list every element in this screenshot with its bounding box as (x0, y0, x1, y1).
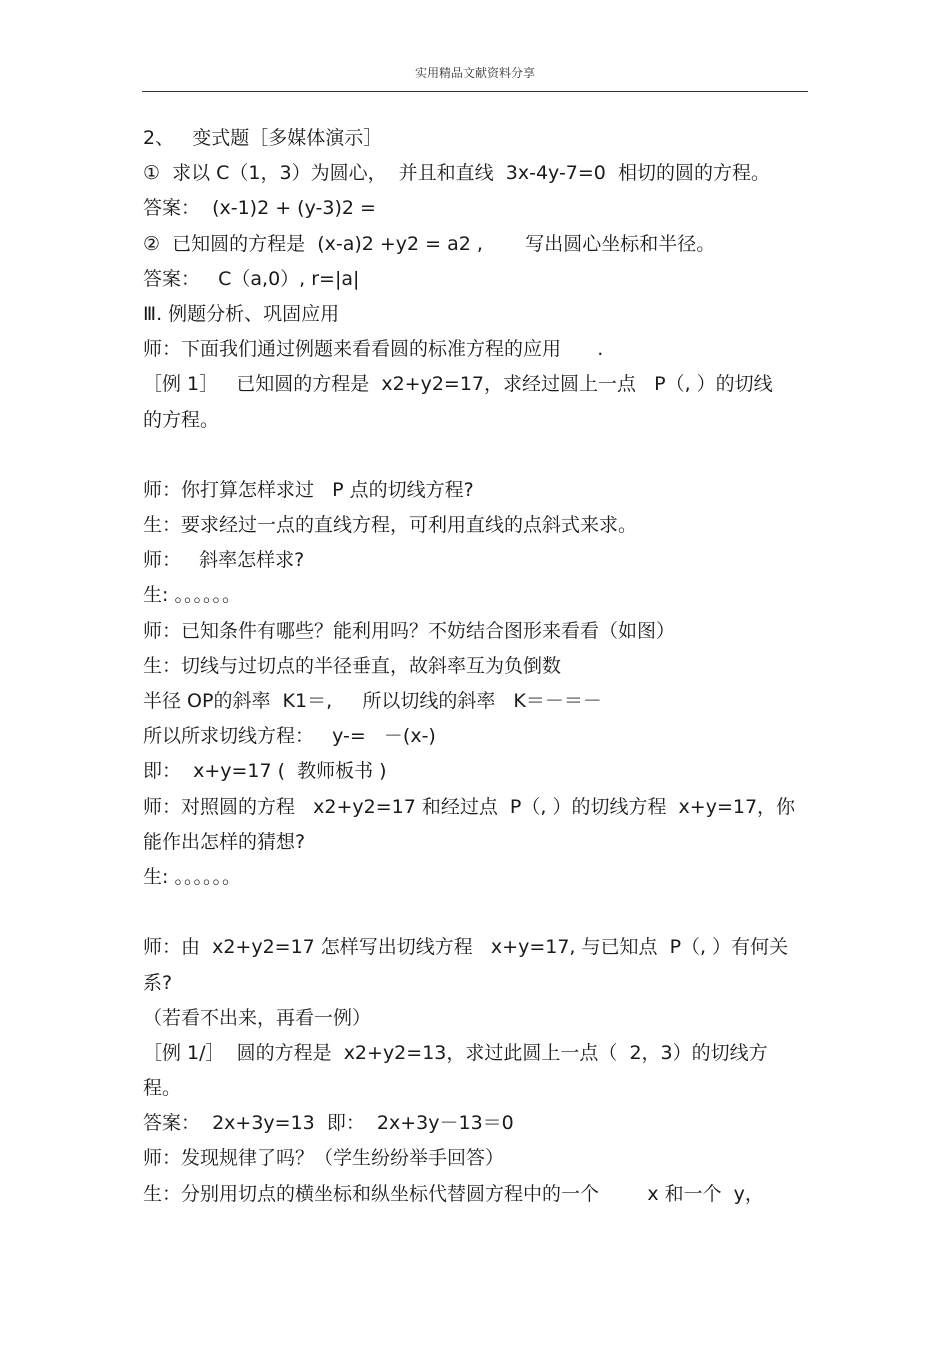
text-line: 系? (143, 971, 173, 994)
text-line: ① 求以 C（1，3）为圆心， 并且和直线 3x-4y-7=0 相切的圆的方程。 (143, 162, 770, 185)
text-line: 生：切线与过切点的半径垂直，故斜率互为负倒数 (143, 654, 562, 677)
text-line: 生：分别用切点的横坐标和纵坐标代替圆方程中的一个 x 和一个 y， (143, 1182, 764, 1205)
text-line: ［例 1/］ 圆的方程是 x2+y2=13，求过此圆上一点（ 2，3）的切线方 (143, 1041, 768, 1064)
text-line: 的方程。 (143, 408, 220, 431)
blank-line (143, 438, 808, 473)
text-line: 师：发现规律了吗？（学生纷纷举手回答） (143, 1147, 505, 1170)
text-line: 答案： (x-1)2 + (y-3)2 = (143, 197, 376, 220)
header-divider (142, 91, 808, 92)
page-header-title: 实用精品文献资料分享 (414, 66, 535, 80)
text-line: 所以所求切线方程： y-= －(x-) (143, 725, 436, 748)
text-line: 即： x+y=17 ( 教师板书 ) (143, 760, 387, 783)
text-line: 2、 变式题［多媒体演示］ (143, 127, 383, 149)
text-line: 能作出怎样的猜想? (143, 830, 306, 853)
text-line: 半径 OP的斜率 K1＝, 所以切线的斜率 K＝－＝－ (143, 690, 602, 712)
text-line: 答案： 2x+3y=13 即： 2x+3y－13＝0 (143, 1112, 514, 1135)
text-line: 生: 。。。。。。 (143, 584, 241, 607)
text-line: 生：要求经过一点的直线方程，可利用直线的点斜式来求。 (143, 514, 638, 537)
text-line: 师：下面我们通过例题来看看圆的标准方程的应用 . (143, 338, 604, 361)
text-line: 师：对照圆的方程 x2+y2=17 和经过点 P（, ）的切线方程 x+y=17，你 (143, 795, 796, 818)
text-line: （若看不出来，再看一例） (143, 1006, 372, 1029)
document-body (143, 121, 808, 1212)
text-line: 答案： C（a,0）, r=|a| (143, 267, 360, 290)
text-line: ② 已知圆的方程是 (x-a)2 +y2 = a2 , 写出圆心坐标和半径。 (143, 232, 716, 255)
text-line: Ⅲ. 例题分析、巩固应用 (143, 302, 340, 325)
text-line: 师：你打算怎样求过 P 点的切线方程? (143, 478, 474, 501)
text-line: 师：由 x2+y2=17 怎样写出切线方程 x+y=17, 与已知点 P（, ）有何关 (143, 936, 789, 959)
text-line: ［例 1］ 已知圆的方程是 x2+y2=17，求经过圆上一点 P（, ）的切线 (143, 373, 773, 396)
text-line: 生: 。。。。。。 (143, 865, 241, 888)
blank-line (143, 895, 808, 930)
text-line: 程。 (143, 1077, 182, 1100)
text-line: 师：已知条件有哪些？能利用吗？不妨结合图形来看看（如图） (143, 619, 676, 642)
text-line: 师： 斜率怎样求? (143, 549, 305, 572)
